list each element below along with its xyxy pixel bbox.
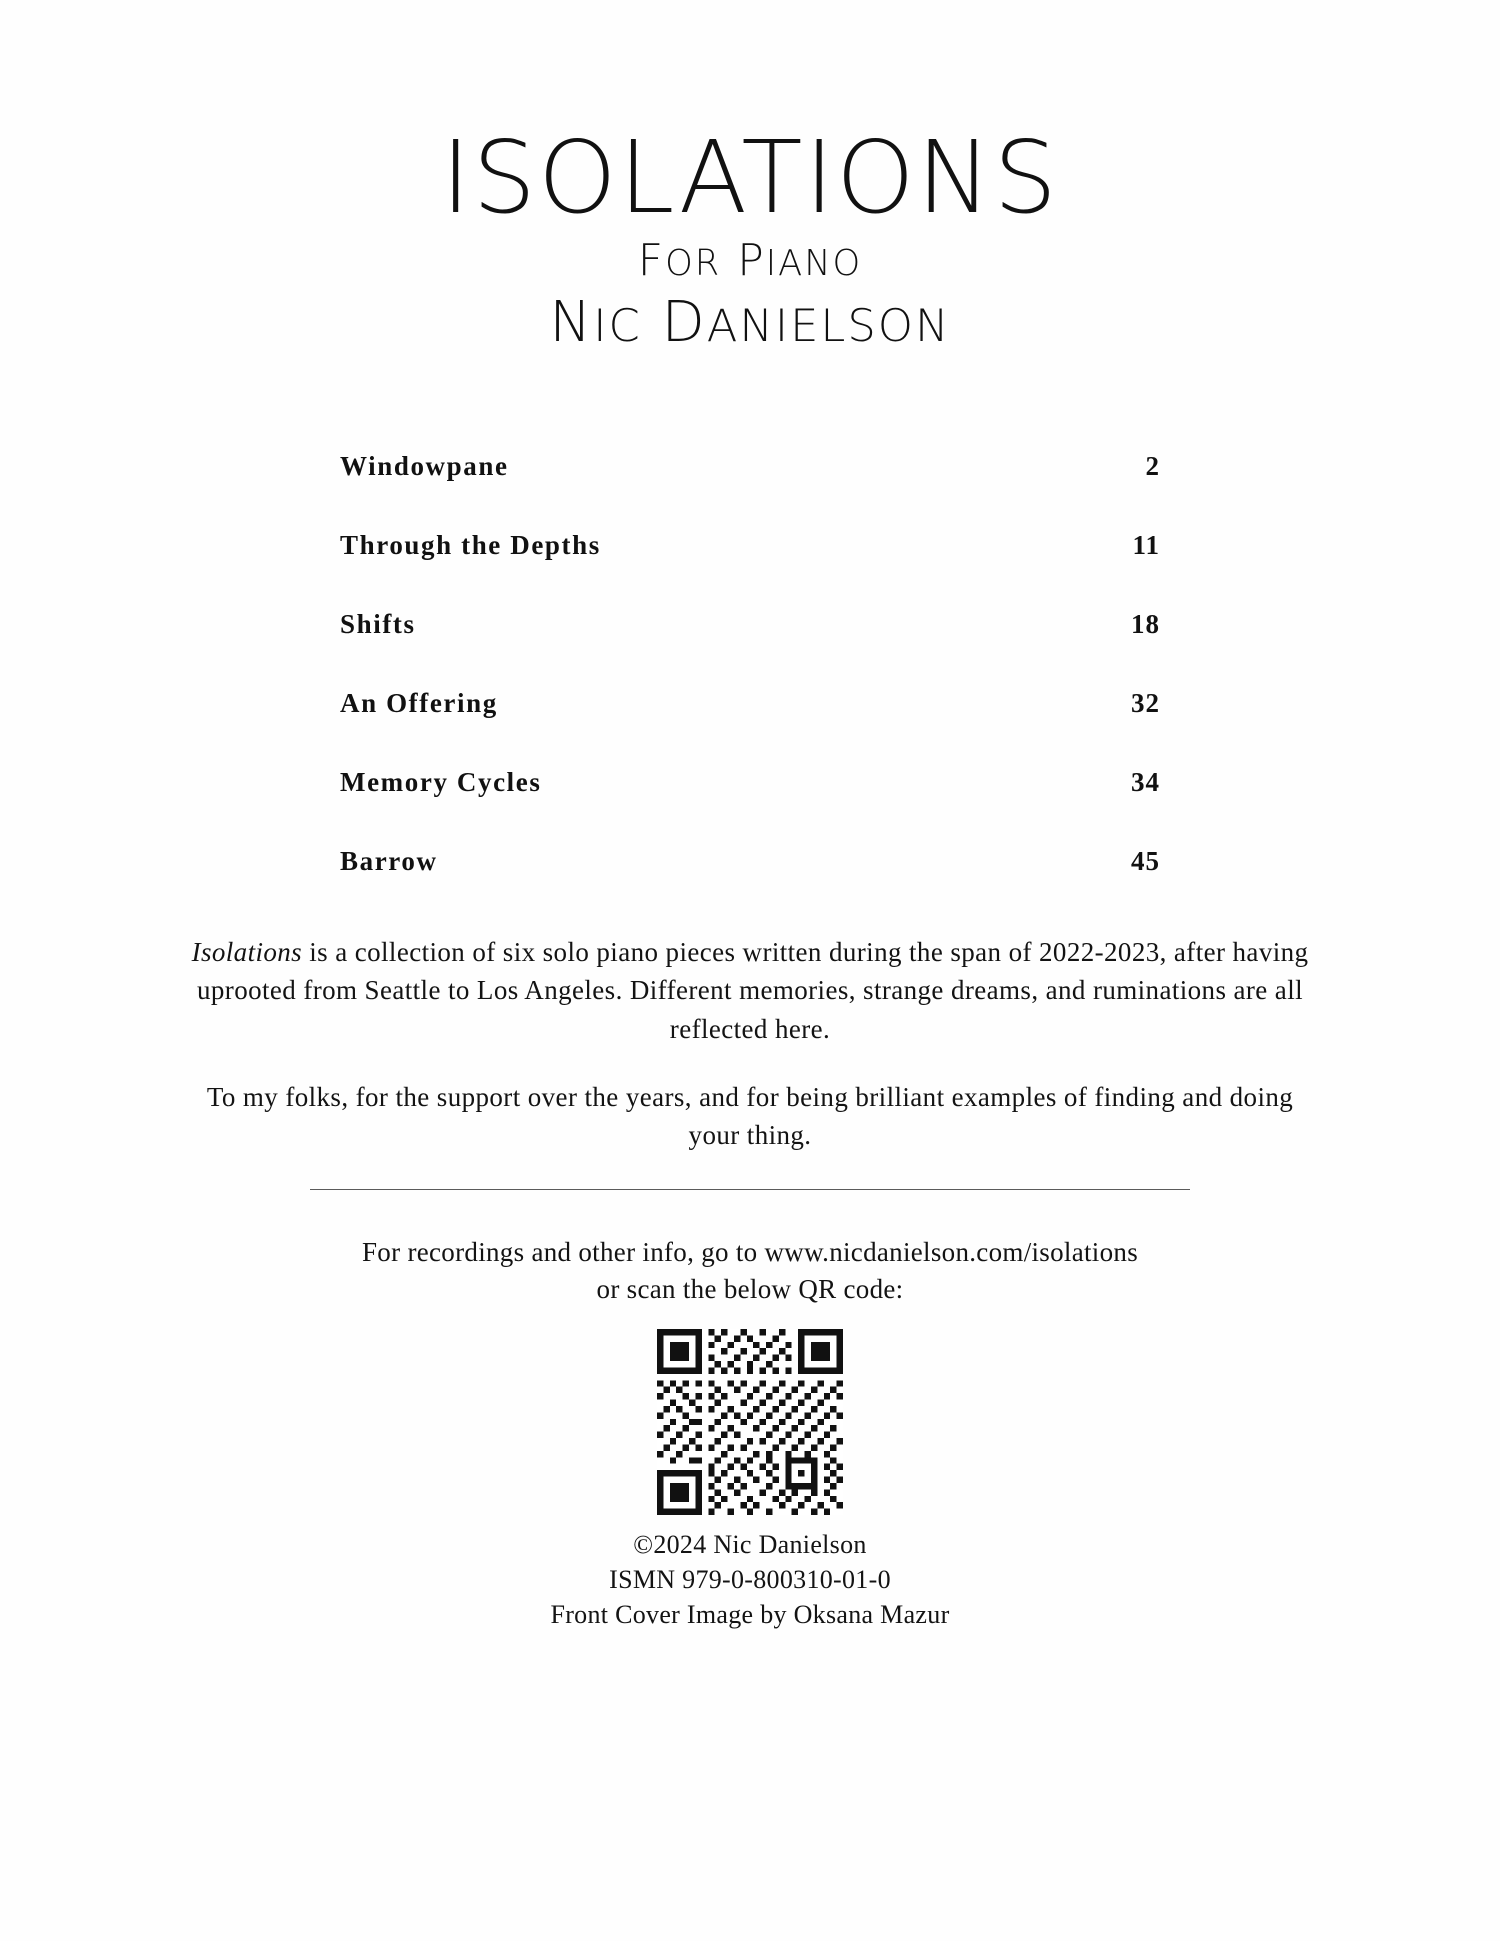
cover-credit-line: Front Cover Image by Oksana Mazur <box>550 1600 950 1630</box>
toc-page-number: 32 <box>1131 687 1160 718</box>
toc-title: Through the Depths <box>340 529 601 560</box>
prose-block <box>190 933 1310 1155</box>
list-item[interactable] <box>340 846 1160 877</box>
page-title: ISOLATIONS <box>441 119 1059 236</box>
horizontal-rule <box>310 1189 1190 1190</box>
subtitle <box>0 236 1500 287</box>
list-item[interactable] <box>340 767 1160 798</box>
toc-page-number: 18 <box>1131 608 1160 639</box>
qr-code-container <box>630 1327 870 1517</box>
qr-code-icon <box>634 1329 866 1515</box>
list-item[interactable] <box>340 530 1160 561</box>
colophon-block <box>190 1527 1310 1632</box>
toc-page-number: 2 <box>1145 450 1160 481</box>
qr-instruction-line: or scan the below QR code: <box>596 1274 904 1305</box>
table-of-contents <box>340 451 1160 877</box>
recordings-line: For recordings and other info, go to www.nicdanielson.com/isolations <box>361 1236 1139 1267</box>
list-item[interactable] <box>340 451 1160 482</box>
toc-page-number: 45 <box>1131 845 1160 876</box>
toc-page-number: 34 <box>1131 766 1160 797</box>
toc-title: Barrow <box>340 845 438 876</box>
toc-title: Shifts <box>340 608 416 639</box>
copyright-line: ©2024 Nic Danielson <box>633 1530 867 1560</box>
work-title-emphasis: Isolations <box>191 936 303 967</box>
subtitle-text: FOR PIANO <box>637 235 863 286</box>
toc-title: Windowpane <box>340 450 509 481</box>
toc-title: Memory Cycles <box>340 766 542 797</box>
description-paragraph <box>190 933 1310 1048</box>
list-item[interactable] <box>340 609 1160 640</box>
composer-name: NIC DANIELSON <box>549 289 951 355</box>
ismn-line: ISMN 979-0-800310-01-0 <box>609 1565 891 1595</box>
description-text: is a collection of six solo piano pieces written during the span of 2022-2023, after having uprooted from Seattle to Los Angeles. Different memories, strange dreams, and ruminations are all reflected here. <box>197 936 1309 1044</box>
dedication-paragraph: To my folks, for the support over the years, and for being brilliant examples of finding and doing your thing. <box>206 1081 1294 1151</box>
toc-title: An Offering <box>340 687 498 718</box>
info-block <box>190 1234 1310 1310</box>
toc-page-number: 11 <box>1132 529 1160 560</box>
list-item[interactable] <box>340 688 1160 719</box>
title-block <box>0 0 1500 355</box>
